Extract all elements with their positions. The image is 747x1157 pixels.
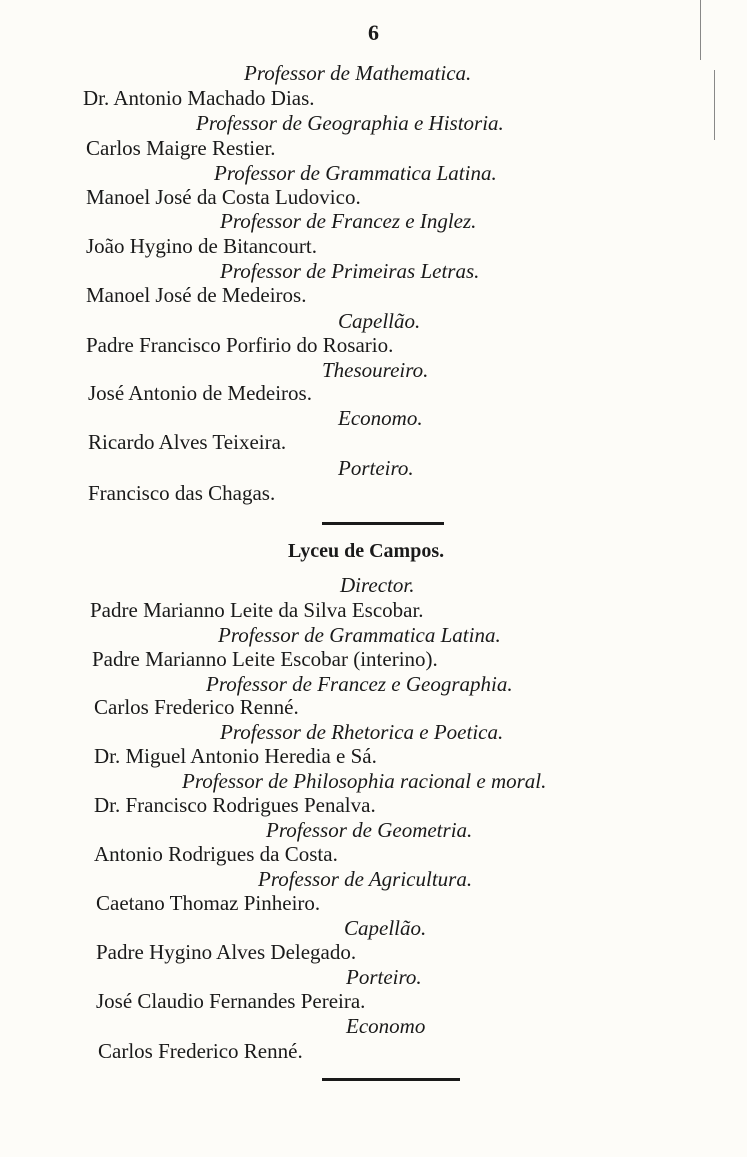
position-title: Capellão. xyxy=(338,309,421,333)
position-title: Porteiro. xyxy=(346,965,422,989)
person-name: João Hygino de Bitancourt. xyxy=(86,234,317,258)
section-heading: Lyceu de Campos. xyxy=(288,540,445,562)
position-title: Porteiro. xyxy=(338,456,414,480)
position-title: Professor de Geometria. xyxy=(266,818,473,842)
person-name: Ricardo Alves Teixeira. xyxy=(88,430,287,454)
closing-divider xyxy=(322,1078,460,1081)
position-title: Professor de Rhetorica e Poetica. xyxy=(220,720,504,744)
person-name: José Claudio Fernandes Pereira. xyxy=(96,989,366,1013)
position-title: Professor de Agricultura. xyxy=(258,867,473,891)
position-title: Professor de Primeiras Letras. xyxy=(220,259,480,283)
position-title: Professor de Grammatica Latina. xyxy=(214,161,497,185)
person-name: Carlos Frederico Renné. xyxy=(98,1039,303,1063)
person-name: Padre Marianno Leite Escobar (interino). xyxy=(92,647,438,671)
position-title: Economo. xyxy=(338,406,423,430)
position-title: Professor de Grammatica Latina. xyxy=(218,623,501,647)
position-title: Professor de Francez e Geographia. xyxy=(206,672,513,696)
person-name: José Antonio de Medeiros. xyxy=(88,381,312,405)
person-name: Padre Francisco Porfirio do Rosario. xyxy=(86,333,394,357)
person-name: Carlos Maigre Restier. xyxy=(86,136,276,160)
position-title: Director. xyxy=(340,573,415,597)
person-name: Manoel José da Costa Ludovico. xyxy=(86,185,361,209)
position-title: Thesoureiro. xyxy=(322,358,429,382)
person-name: Dr. Francisco Rodrigues Penalva. xyxy=(94,793,376,817)
person-name: Padre Hygino Alves Delegado. xyxy=(96,940,357,964)
person-name: Antonio Rodrigues da Costa. xyxy=(94,842,338,866)
person-name: Padre Marianno Leite da Silva Escobar. xyxy=(90,598,424,622)
position-title: Professor de Geographia e Historia. xyxy=(196,111,504,135)
page-edge-mark xyxy=(714,70,715,140)
person-name: Francisco das Chagas. xyxy=(88,481,276,505)
person-name: Dr. Antonio Machado Dias. xyxy=(83,86,315,110)
position-title: Professor de Mathematica. xyxy=(244,61,472,85)
position-title: Professor de Philosophia racional e moral. xyxy=(182,769,547,793)
position-title: Professor de Francez e Inglez. xyxy=(220,209,477,233)
person-name: Dr. Miguel Antonio Heredia e Sá. xyxy=(94,744,377,768)
position-title: Economo xyxy=(346,1014,426,1038)
section-divider xyxy=(322,522,444,525)
page-number: 6 xyxy=(368,20,379,45)
page-edge-mark xyxy=(700,0,701,60)
person-name: Caetano Thomaz Pinheiro. xyxy=(96,891,321,915)
position-title: Capellão. xyxy=(344,916,427,940)
person-name: Manoel José de Medeiros. xyxy=(86,283,307,307)
person-name: Carlos Frederico Renné. xyxy=(94,695,299,719)
